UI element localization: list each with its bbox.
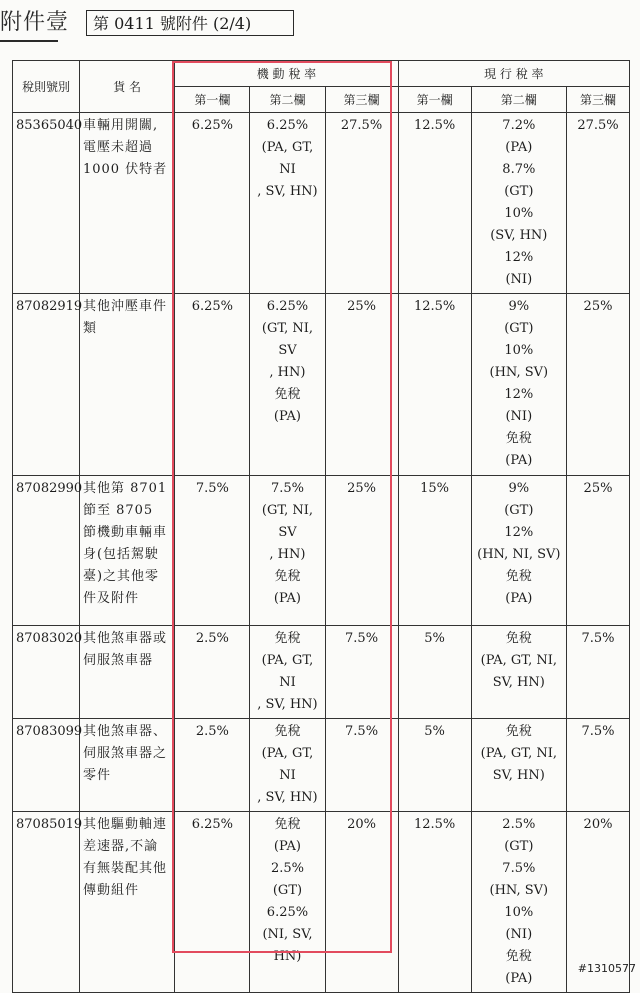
- current-rate-col3: 7.5%: [567, 719, 630, 812]
- current-rate-col3: 20%: [567, 812, 630, 993]
- current-rate-col3: 25%: [567, 476, 630, 626]
- mobile-rate-col1: 6.25%: [175, 294, 250, 476]
- current-rate-col2: 2.5% (GT) 7.5% (HN, SV) 10% (NI) 免稅 (PA): [471, 812, 566, 993]
- table-row: [13, 812, 630, 993]
- mobile-rate-col2: 6.25% (PA, GT, NI , SV, HN): [250, 113, 325, 294]
- current-rate-col1: 12.5%: [398, 113, 471, 294]
- mobile-rate-col1: 2.5%: [175, 719, 250, 812]
- header-goods-name: 貨 名: [79, 61, 174, 113]
- current-rate-col3: 25%: [567, 294, 630, 476]
- header-mobile-rate: 機 動 稅 率: [175, 61, 398, 87]
- mobile-rate-col3: 27.5%: [325, 113, 398, 294]
- tariff-code: 85365040: [13, 113, 80, 294]
- mobile-rate-col1: 7.5%: [175, 476, 250, 626]
- mobile-rate-col3: 25%: [325, 294, 398, 476]
- mobile-rate-col2: 7.5% (GT, NI, SV , HN) 免稅 (PA): [250, 476, 325, 626]
- mobile-rate-col2: 免稅 (PA, GT, NI , SV, HN): [250, 626, 325, 719]
- mobile-rate-col3: 25%: [325, 476, 398, 626]
- header-current-rate: 現 行 稅 率: [398, 61, 629, 87]
- header-mobile-col1: 第一欄: [175, 87, 250, 113]
- current-rate-col2: 7.2% (PA) 8.7% (GT) 10% (SV, HN) 12% (NI): [471, 113, 566, 294]
- document-title: 第 0411 號附件 (2/4): [86, 10, 294, 36]
- table-row: [13, 719, 630, 812]
- current-rate-col1: 5%: [398, 719, 471, 812]
- mobile-rate-col1: 6.25%: [175, 812, 250, 993]
- table-row: [13, 476, 630, 626]
- goods-description: 其他煞車器或伺服煞車器: [79, 626, 174, 719]
- tariff-table: [12, 60, 630, 993]
- current-rate-col2: 9% (GT) 12% (HN, NI, SV) 免稅 (PA): [471, 476, 566, 626]
- current-rate-col2: 免稅 (PA, GT, NI, SV, HN): [471, 719, 566, 812]
- tariff-code: 87082919: [13, 294, 80, 476]
- mobile-rate-col2: 免稅 (PA, GT, NI , SV, HN): [250, 719, 325, 812]
- header-current-col3: 第三欄: [567, 87, 630, 113]
- tariff-code: 87083099: [13, 719, 80, 812]
- current-rate-col1: 15%: [398, 476, 471, 626]
- goods-description: 其他煞車器、伺服煞車器之零件: [79, 719, 174, 812]
- current-rate-col3: 27.5%: [567, 113, 630, 294]
- tariff-code: 87085019: [13, 812, 80, 993]
- mobile-rate-col1: 6.25%: [175, 113, 250, 294]
- header-mobile-col3: 第三欄: [325, 87, 398, 113]
- current-rate-col2: 9% (GT) 10% (HN, SV) 12% (NI) 免稅 (PA): [471, 294, 566, 476]
- goods-description: 其他第 8701 節至 8705 節機動車輛車身(包括駕駛臺)之其他零件及附件: [79, 476, 174, 626]
- goods-description: 其他驅動軸連差速器,不論有無裝配其他傳動組件: [79, 812, 174, 993]
- header-mobile-col2: 第二欄: [250, 87, 325, 113]
- header-tariff-code: 稅則號別: [13, 61, 80, 113]
- current-rate-col1: 5%: [398, 626, 471, 719]
- current-rate-col1: 12.5%: [398, 294, 471, 476]
- current-rate-col1: 12.5%: [398, 812, 471, 993]
- mobile-rate-col3: 7.5%: [325, 719, 398, 812]
- document-id: #1310577: [577, 962, 636, 975]
- goods-description: 其他沖壓車件類: [79, 294, 174, 476]
- header-current-col1: 第一欄: [398, 87, 471, 113]
- goods-description: 車輛用開關,電壓未超過1000 伏特者: [79, 113, 174, 294]
- mobile-rate-col2: 免稅 (PA) 2.5% (GT) 6.25% (NI, SV, HN): [250, 812, 325, 993]
- table-row: [13, 626, 630, 719]
- current-rate-col2: 免稅 (PA, GT, NI, SV, HN): [471, 626, 566, 719]
- mobile-rate-col2: 6.25% (GT, NI, SV , HN) 免稅 (PA): [250, 294, 325, 476]
- mobile-rate-col3: 20%: [325, 812, 398, 993]
- tariff-code: 87083020: [13, 626, 80, 719]
- current-rate-col3: 7.5%: [567, 626, 630, 719]
- mobile-rate-col3: 7.5%: [325, 626, 398, 719]
- header-current-col2: 第二欄: [471, 87, 566, 113]
- table-row: [13, 294, 630, 476]
- tariff-code: 87082990: [13, 476, 80, 626]
- attachment-stamp: 附件壹: [0, 6, 58, 42]
- table-row: [13, 113, 630, 294]
- mobile-rate-col1: 2.5%: [175, 626, 250, 719]
